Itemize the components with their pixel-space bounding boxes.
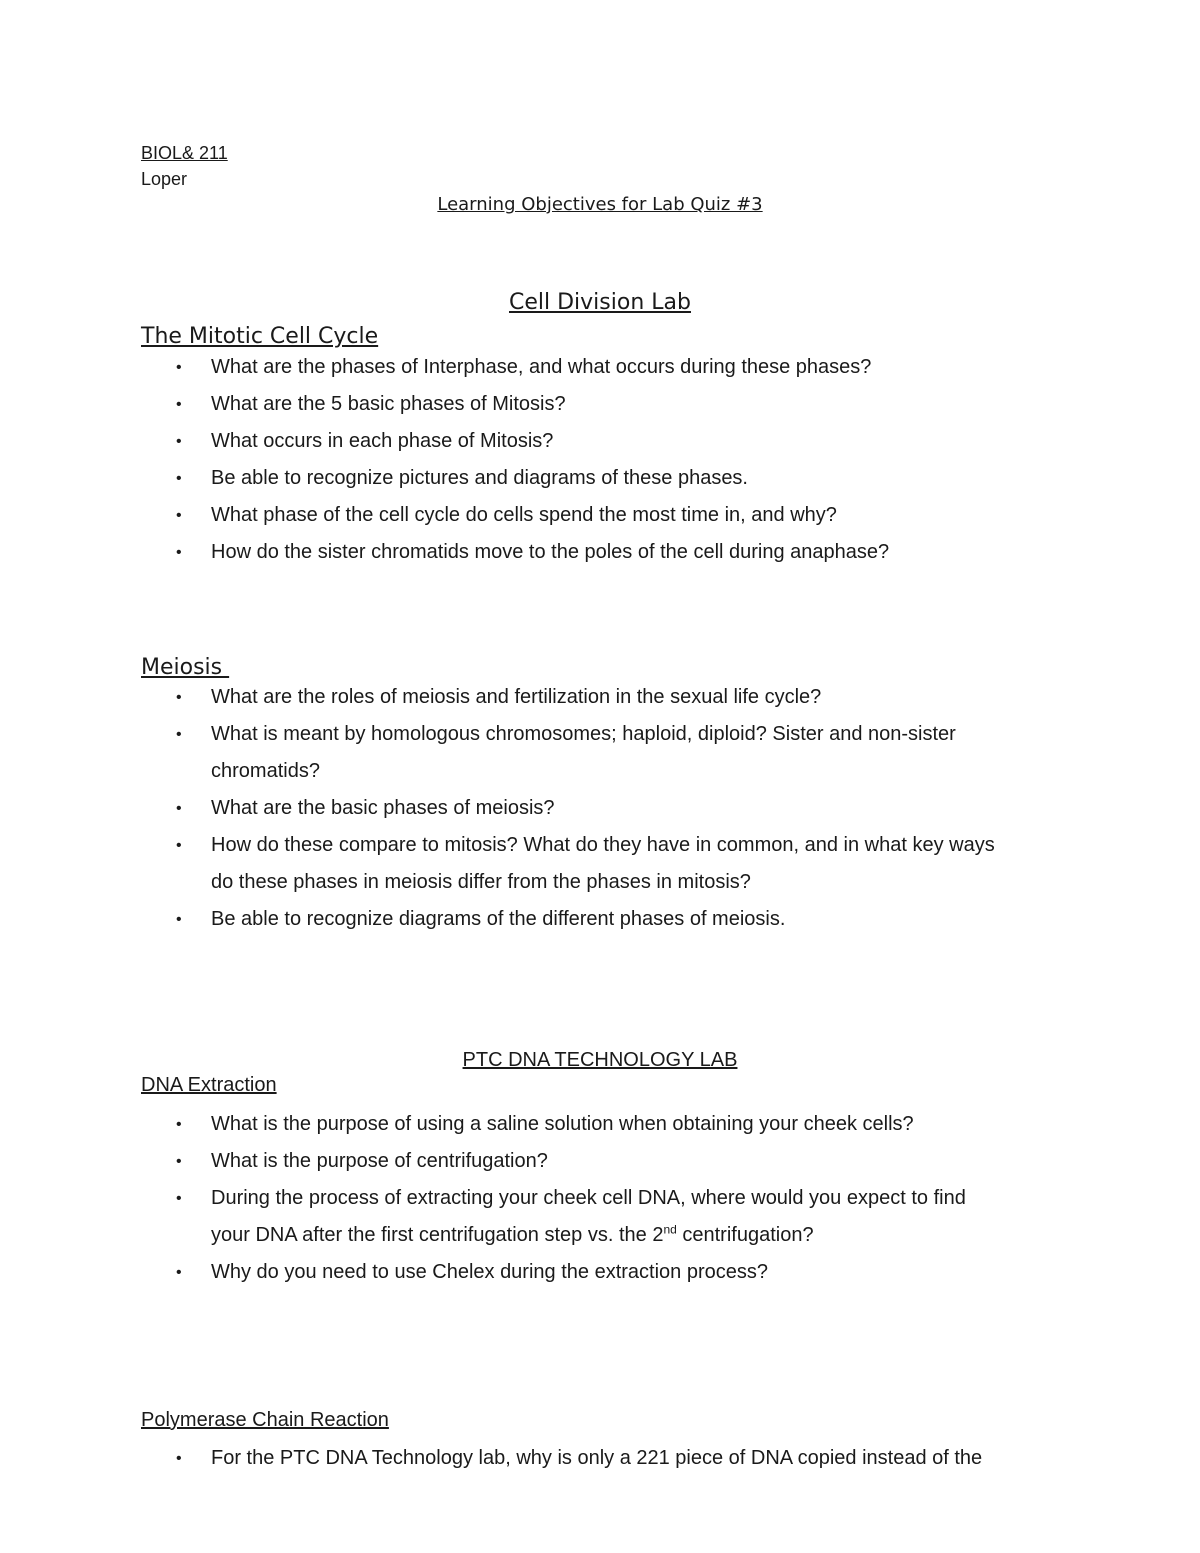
list-item: • What phase of the cell cycle do cells spend the most time in, and why? — [141, 497, 1101, 534]
bullet-icon: • — [176, 1190, 182, 1207]
list-item: • What is the purpose of using a saline solution when obtaining your cheek cells? — [141, 1106, 1101, 1143]
bullet-icon: • — [176, 1264, 182, 1281]
bullet-icon: • — [176, 1153, 182, 1170]
list-item: • What are the 5 basic phases of Mitosis? — [141, 386, 1101, 423]
instructor-name: Loper — [141, 169, 188, 189]
bullet-icon: • — [176, 837, 182, 854]
mitotic-objectives-list — [141, 349, 1101, 571]
list-item: • Be able to recognize pictures and diagrams of these phases. — [141, 460, 1101, 497]
bullet-icon: • — [176, 800, 182, 817]
list-item: • How do these compare to mitosis? What do they have in common, and in what key ways — [141, 827, 1101, 864]
dna-extraction-heading: DNA Extraction — [141, 1074, 277, 1096]
list-item: • What are the basic phases of meiosis? — [141, 790, 1101, 827]
list-item: • What occurs in each phase of Mitosis? — [141, 423, 1101, 460]
bullet-icon: • — [176, 359, 182, 376]
list-item: • What are the phases of Interphase, and what occurs during these phases? — [141, 349, 1101, 386]
list-item: • How do the sister chromatids move to the poles of the cell during anaphase? — [141, 534, 1101, 571]
list-item-continuation: do these phases in meiosis differ from the phases in mitosis? — [211, 871, 751, 893]
ptc-lab-title: PTC DNA TECHNOLOGY LAB — [462, 1049, 738, 1071]
bullet-icon: • — [176, 726, 182, 743]
bullet-icon: • — [176, 1450, 182, 1467]
bullet-icon: • — [176, 507, 182, 524]
list-item: • What are the roles of meiosis and fertilization in the sexual life cycle? — [141, 679, 1101, 716]
list-item: • For the PTC DNA Technology lab, why is only a 221 piece of DNA copied instead of the — [141, 1440, 1101, 1477]
superscript-ordinal: nd — [663, 1222, 677, 1237]
meiosis-heading: Meiosis — [141, 655, 230, 680]
document-title: Learning Objectives for Lab Quiz #3 — [437, 194, 763, 215]
pcr-heading: Polymerase Chain Reaction — [141, 1409, 389, 1431]
list-item: • Be able to recognize diagrams of the different phases of meiosis. — [141, 901, 1101, 938]
bullet-icon: • — [176, 544, 182, 561]
bullet-icon: • — [176, 911, 182, 928]
bullet-icon: • — [176, 470, 182, 487]
list-item: • What is the purpose of centrifugation? — [141, 1143, 1101, 1180]
bullet-icon: • — [176, 433, 182, 450]
list-item-continuation: chromatids? — [211, 760, 320, 782]
list-item: • During the process of extracting your cheek cell DNA, where would you expect to find — [141, 1180, 1101, 1217]
pcr-objectives-list — [141, 1440, 1101, 1477]
list-item-continuation: your DNA after the first centrifugation step vs. the 2nd centrifugation? — [211, 1222, 814, 1246]
bullet-icon: • — [176, 689, 182, 706]
mitotic-cell-cycle-heading: The Mitotic Cell Cycle — [141, 324, 379, 349]
list-item: • Why do you need to use Chelex during the extraction process? — [141, 1254, 1101, 1291]
bullet-icon: • — [176, 396, 182, 413]
dna-extraction-objectives-list — [141, 1106, 1101, 1291]
meiosis-objectives-list — [141, 679, 1101, 938]
cell-division-lab-title: Cell Division Lab — [509, 290, 691, 315]
bullet-icon: • — [176, 1116, 182, 1133]
list-item: • What is meant by homologous chromosomes; haploid, diploid? Sister and non-sister — [141, 716, 1101, 753]
course-code: BIOL& 211 — [141, 143, 228, 163]
